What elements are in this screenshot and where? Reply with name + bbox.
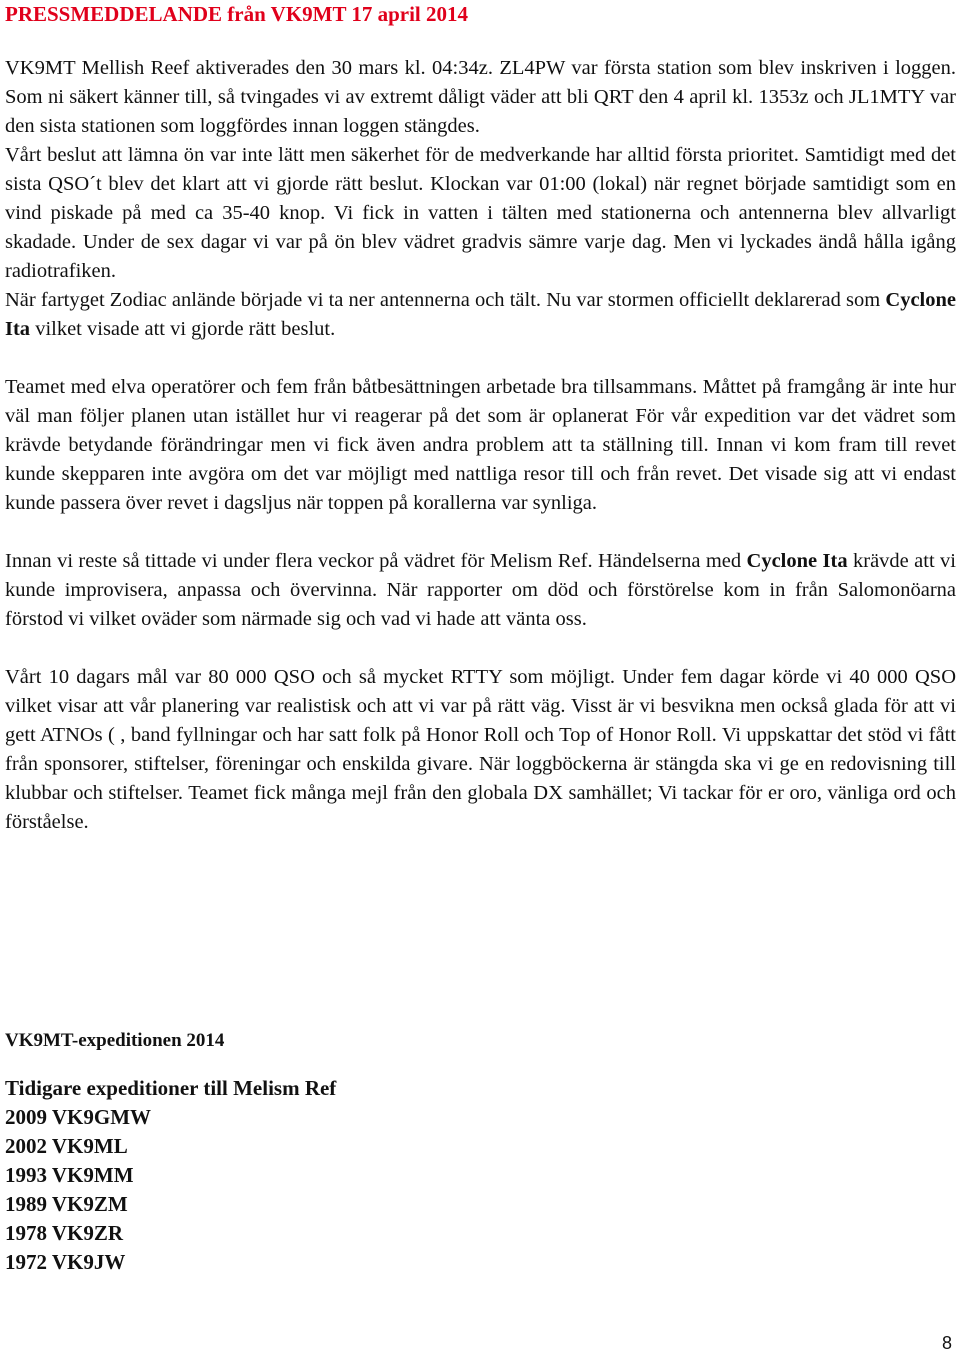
- spacer: [5, 518, 956, 547]
- paragraph: Vårt 10 dagars mål var 80 000 QSO och så mycket RTTY som möjligt. Under fem dagar körde vi 40 000 QSO vilket visar att vår planering var realistisk och att vi var på rätt väg. Visst är vi besvikna men också glada för att vi gett ATNOs ( , band fyllningar och har satt folk på Honor Roll och Top of Honor Roll. Vi uppskattar det stöd vi fått från sponsorer, stiftelser, föreningar och enskilda givare. När loggböckerna är stängda ska vi ge en redovisning till klubbar och stiftelser. Teamet fick många mejl från den globala DX samhället; Vi tackar för er oro, vänliga ord och förståelse.: [5, 666, 956, 833]
- text-run: När fartyget Zodiac anlände började vi ta ner antennerna och tält. Nu var stormen officiellt deklarerad som: [5, 289, 886, 311]
- storm-name: Cyclone Ita: [5, 289, 956, 340]
- expedition-item: 1989 VK9ZM: [5, 1192, 128, 1216]
- text-run: Innan vi reste så tittade vi under flera veckor på vädret för Melism Ref. Händelserna med: [5, 550, 747, 572]
- expedition-item: 2009 VK9GMW: [5, 1105, 152, 1129]
- paragraph: [5, 286, 956, 344]
- spacer: [5, 344, 956, 373]
- expedition-item: 2002 VK9ML: [5, 1134, 128, 1158]
- expedition-item: 1972 VK9JW: [5, 1250, 126, 1274]
- article-body: [5, 54, 956, 837]
- spacer: [5, 634, 956, 663]
- text-run: vilket visade att vi gjorde rätt beslut.: [30, 318, 336, 340]
- expedition-title: VK9MT-expeditionen 2014: [5, 1030, 225, 1051]
- expedition-item: 1993 VK9MM: [5, 1163, 134, 1187]
- storm-name: Cyclone Ita: [746, 550, 848, 572]
- paragraph: Vårt beslut att lämna ön var inte lätt men säkerhet för de medverkande har alltid första prioritet. Samtidigt med det sista QSO´t blev det klart att vi gjorde rätt beslut. Klockan var 01:00 (lokal) när regnet började samtidigt som en vind piskade på med ca 35-40 knop. Vi fick in vatten i tälten med stationerna och antennerna blev allvarligt skadade. Under de sex dagar vi var på ön blev vädret gradvis sämre varje dag. Men vi lyckades ändå hålla igång radiotrafiken.: [5, 144, 956, 282]
- page-number: 8: [941, 1333, 952, 1353]
- previous-expeditions: [5, 1074, 336, 1277]
- expedition-item: 1978 VK9ZR: [5, 1221, 124, 1245]
- text-run: krävde att vi kunde improvisera, anpassa och övervinna. När rapporter om död och förstörelse kom in från Salomonöarna förstod vi vilket oväder som närmade sig och vad vi hade att vänta oss.: [5, 550, 956, 630]
- paragraph: [5, 547, 956, 634]
- paragraph: VK9MT Mellish Reef aktiverades den 30 mars kl. 04:34z. ZL4PW var första station som blev inskriven i loggen. Som ni säkert känner till, så tvingades vi av extremt dåligt väder att bli QRT den 4 april kl. 1353z och JL1MTY var den sista stationen som loggfördes innan loggen stängdes.: [5, 57, 956, 137]
- previous-expeditions-heading: Tidigare expeditioner till Melism Ref: [5, 1076, 337, 1100]
- paragraph: Teamet med elva operatörer och fem från båtbesättningen arbetade bra tillsammans. Måttet på framgång är inte hur väl man följer planen utan istället hur vi reagerar på det som är oplanerat För vår expedition var det vädret som krävde betydande förändringar men vi fick även andra problem att ta ställning till. Innan vi kom fram till revet kunde skepparen inte avgöra om det var möjligt med nattliga resor till och från revet. Det visade sig att vi endast kunde passera över revet i dagsljus när toppen på korallerna var synliga.: [5, 376, 956, 514]
- press-release-title: PRESSMEDDELANDE från VK9MT 17 april 2014: [5, 2, 469, 26]
